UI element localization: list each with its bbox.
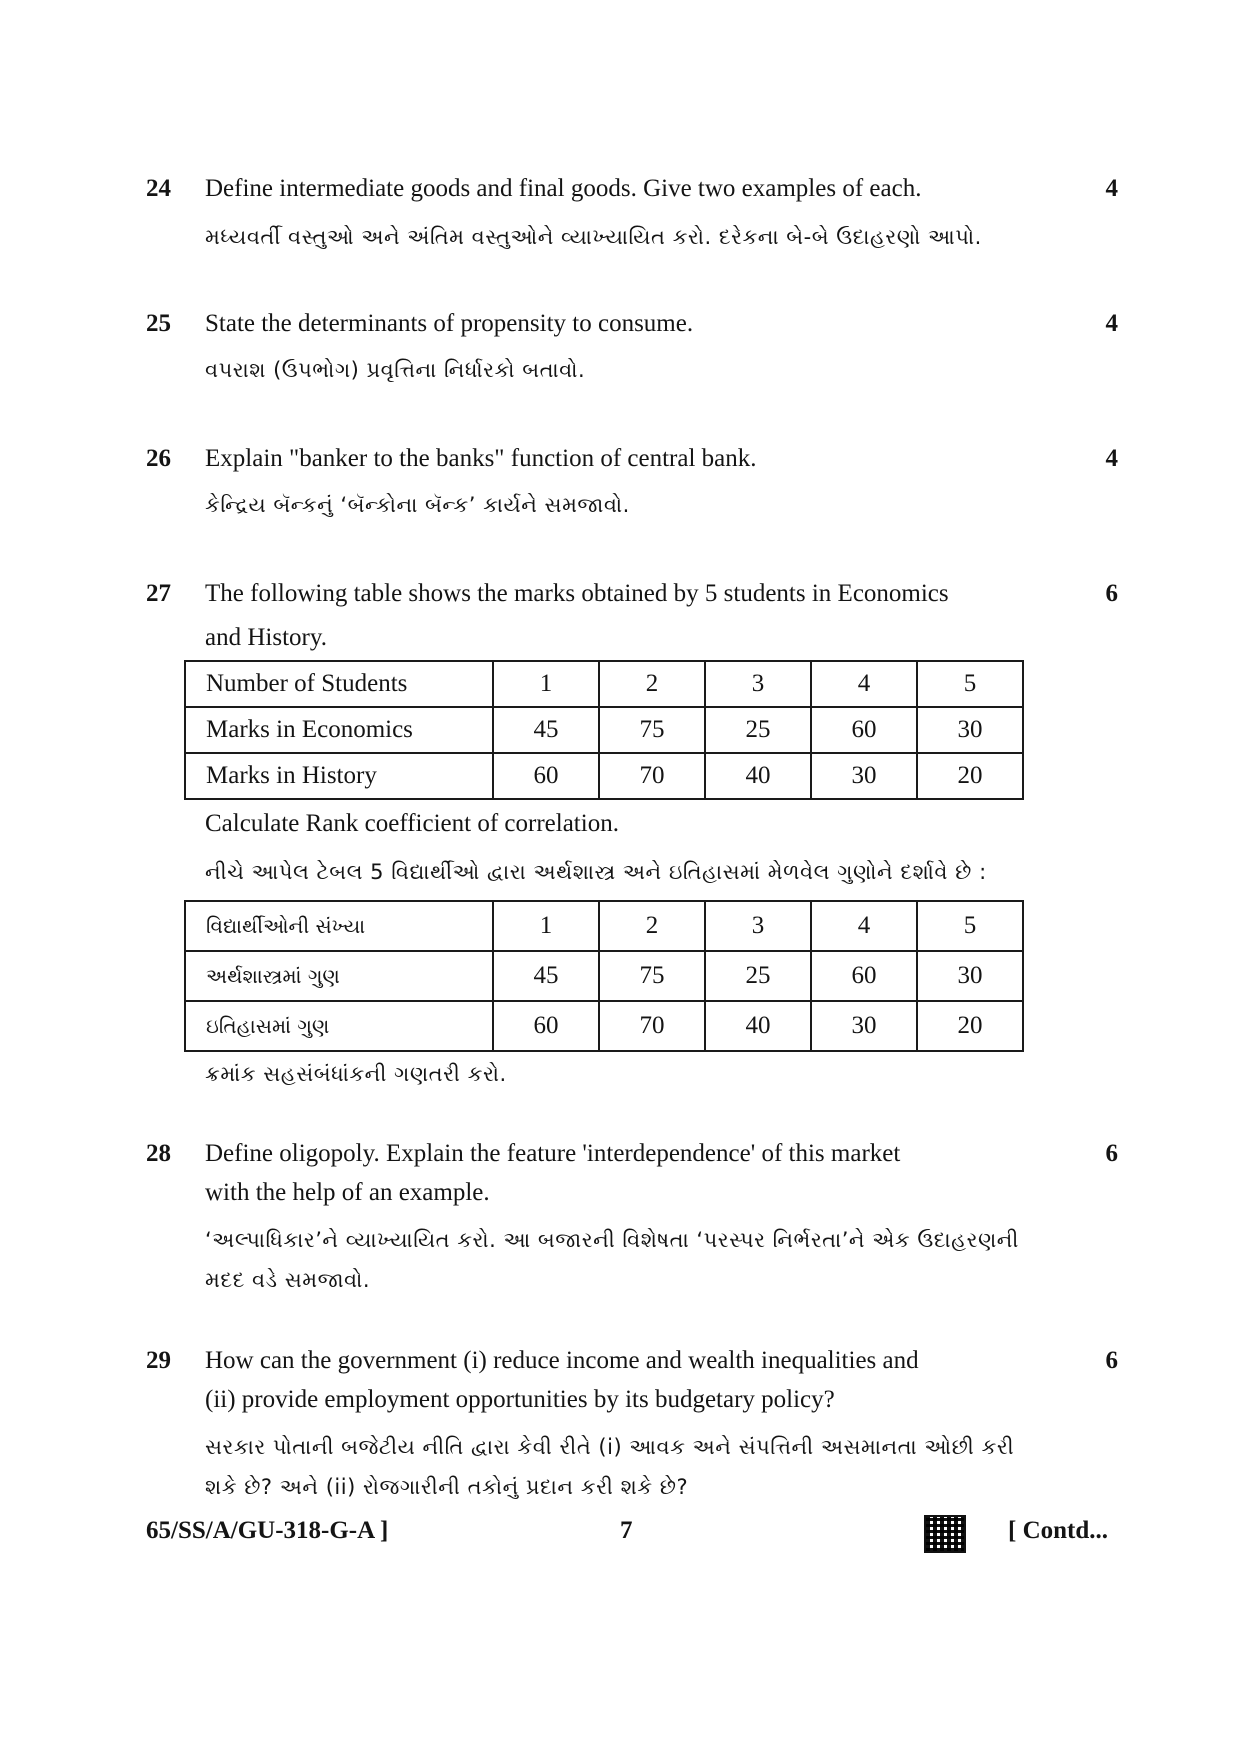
- question-text-en: The following table shows the marks obtained by 5 students in Economics: [205, 580, 949, 607]
- page-number: 7: [620, 1517, 633, 1544]
- table-cell: 4: [811, 661, 917, 707]
- question-text-gu: વપરાશ (ઉપભોગ) પ્રવૃત્તિના નિર્ધારકો બતાવો.: [205, 358, 586, 382]
- table-cell: 30: [811, 1001, 917, 1051]
- row-label: ઇતિહાસમાં ગુણ: [185, 1001, 493, 1051]
- table-cell: 20: [917, 1001, 1023, 1051]
- question-text-en: with the help of an example.: [205, 1179, 490, 1206]
- question-marks: 4: [1105, 310, 1118, 337]
- table-cell: 30: [917, 951, 1023, 1001]
- question-number: 26: [146, 445, 171, 472]
- question-marks: 4: [1105, 445, 1118, 472]
- table-cell: 60: [811, 707, 917, 753]
- table-cell: 1: [493, 901, 599, 951]
- table-cell: 2: [599, 901, 705, 951]
- table-cell: 40: [705, 753, 811, 799]
- question-text-en: Explain "banker to the banks" function of central bank.: [205, 445, 757, 472]
- question-intro-gu: નીચે આપેલ ટેબલ 5 વિદ્યાર્થીઓ દ્વારા અર્થશાસ્ત્ર અને ઇતિહાસમાં મેળવેલ ગુણોને દર્શાવે છે :: [205, 860, 987, 884]
- question-text-gu: મધ્યવર્તી વસ્તુઓ અને અંતિમ વસ્તુઓને વ્યાખ્યાયિત કરો. દરેકના બે-બે ઉદાહરણો આપો.: [205, 225, 982, 249]
- table-cell: 60: [493, 753, 599, 799]
- question-number: 25: [146, 310, 171, 337]
- question-marks: 6: [1105, 1140, 1118, 1167]
- question-text-en: and History.: [205, 624, 327, 651]
- table-row: [185, 753, 1023, 799]
- table-cell: 20: [917, 753, 1023, 799]
- table-cell: 75: [599, 707, 705, 753]
- table-cell: 5: [917, 901, 1023, 951]
- table-cell: 70: [599, 1001, 705, 1051]
- table-cell: 70: [599, 753, 705, 799]
- row-label: Marks in Economics: [185, 707, 493, 753]
- table-row: [185, 661, 1023, 707]
- table-cell: 75: [599, 951, 705, 1001]
- question-text-en: How can the government (i) reduce income and wealth inequalities and: [205, 1347, 919, 1374]
- row-label: Marks in History: [185, 753, 493, 799]
- table-cell: 5: [917, 661, 1023, 707]
- table-cell: 25: [705, 951, 811, 1001]
- question-text-en: Define oligopoly. Explain the feature 'interdependence' of this market: [205, 1140, 901, 1167]
- paper-code: 65/SS/A/GU-318-G-A ]: [146, 1517, 389, 1544]
- table-cell: 3: [705, 901, 811, 951]
- question-text-gu: મદદ વડે સમજાવો.: [205, 1268, 371, 1292]
- table-cell: 30: [811, 753, 917, 799]
- row-label: વિદ્યાર્થીઓની સંખ્યા: [185, 901, 493, 951]
- question-instruction-en: Calculate Rank coefficient of correlation.: [205, 810, 619, 837]
- table-cell: 45: [493, 951, 599, 1001]
- question-text-en: Define intermediate goods and final goods. Give two examples of each.: [205, 175, 922, 202]
- table-cell: 30: [917, 707, 1023, 753]
- question-number: 27: [146, 580, 171, 607]
- table-cell: 60: [811, 951, 917, 1001]
- marks-table-gu: [184, 900, 1024, 1052]
- question-marks: 4: [1105, 175, 1118, 202]
- table-row: [185, 901, 1023, 951]
- question-number: 24: [146, 175, 171, 202]
- table-row: [185, 951, 1023, 1001]
- table-cell: 45: [493, 707, 599, 753]
- question-text-en: (ii) provide employment opportunities by its budgetary policy?: [205, 1386, 835, 1413]
- row-label: Number of Students: [185, 661, 493, 707]
- question-text-gu: સરકાર પોતાની બજેટીય નીતિ દ્વારા કેવી રીતે (i) આવક અને સંપત્તિની અસમાનતા ઓછી કરી: [205, 1435, 1015, 1459]
- marks-table-en: [184, 660, 1024, 800]
- question-text-gu: શકે છે? અને (ii) રોજગારીની તકોનું પ્રદાન કરી શકે છે?: [205, 1475, 689, 1499]
- table-row: [185, 707, 1023, 753]
- question-text-en: State the determinants of propensity to consume.: [205, 310, 694, 337]
- table-cell: 3: [705, 661, 811, 707]
- question-text-gu: કેન્દ્રિય બૅન્કનું ‘બૅન્કોના બૅન્ક’ કાર્યને સમજાવો.: [205, 493, 630, 517]
- table-cell: 60: [493, 1001, 599, 1051]
- question-instruction-gu: ક્રમાંક સહસંબંધાંકની ગણતરી કરો.: [205, 1062, 507, 1086]
- question-number: 29: [146, 1347, 171, 1374]
- row-label: અર્થશાસ્ત્રમાં ગુણ: [185, 951, 493, 1001]
- question-text-gu: ‘અલ્પાધિકાર’ને વ્યાખ્યાયિત કરો. આ બજારની વિશેષતા ‘પરસ્પર નિર્ભરતા’ને એક ઉદાહરણની: [205, 1228, 1019, 1252]
- table-cell: 40: [705, 1001, 811, 1051]
- question-marks: 6: [1105, 580, 1118, 607]
- continued-label: [ Contd...: [1008, 1517, 1109, 1544]
- table-cell: 25: [705, 707, 811, 753]
- table-cell: 2: [599, 661, 705, 707]
- table-cell: 4: [811, 901, 917, 951]
- question-number: 28: [146, 1140, 171, 1167]
- table-cell: 1: [493, 661, 599, 707]
- qr-code-icon: [924, 1515, 966, 1553]
- question-marks: 6: [1105, 1347, 1118, 1374]
- table-row: [185, 1001, 1023, 1051]
